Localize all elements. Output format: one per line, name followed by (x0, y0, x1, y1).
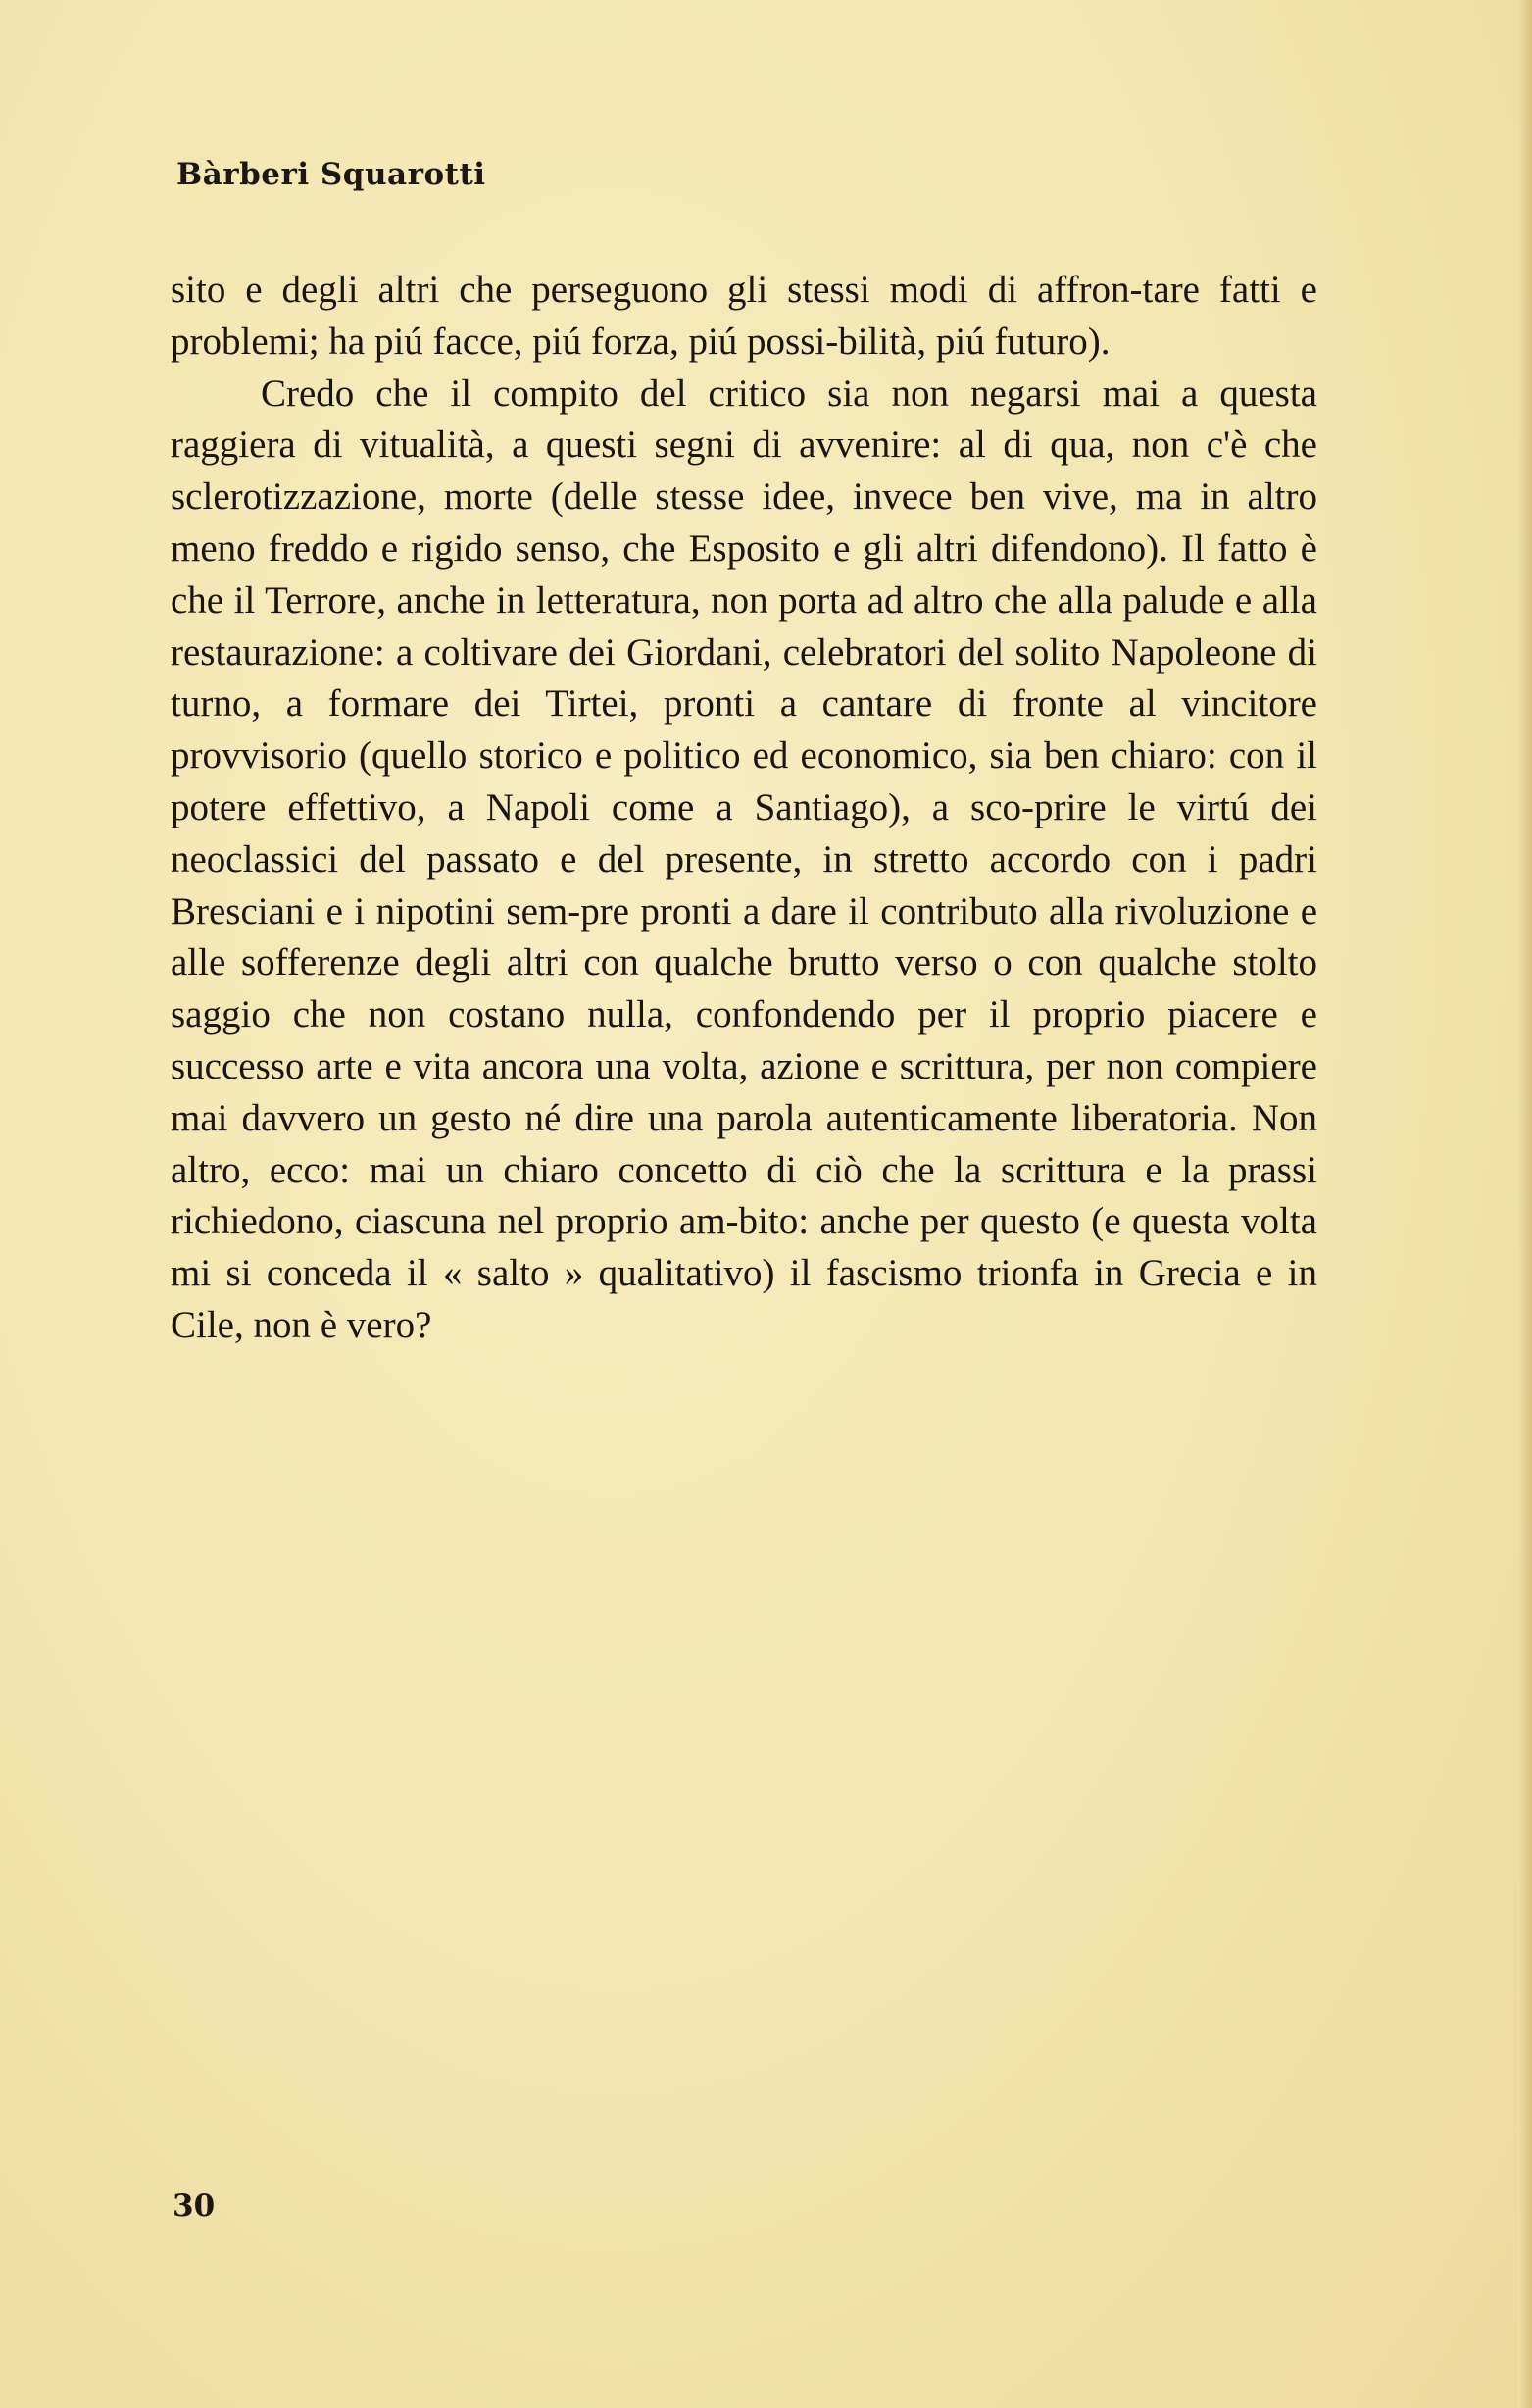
page-number: 30 (173, 2188, 216, 2224)
page-edge (1518, 0, 1532, 2408)
body-text (171, 265, 1317, 1352)
running-head: Bàrberi Squarotti (176, 157, 486, 192)
paragraph: Credo che il compito del critico sia non negarsi mai a questa raggiera di vitualità, a questi segni di avvenire: al di qua, non c'è che sclerotizzazione, morte (delle stesse idee, invece ben vive, ma in altro meno freddo e rigido senso, che Esposito e gli altri difendono). Il fatto è che il Terrore, anche in letteratura, non porta ad altro che alla palude e alla restaurazione: a coltivare dei Giordani, celebratori del solito Napoleone di turno, a formare dei Tirtei, pronti a cantare di fronte al vincitore provvisorio (quello storico e politico ed economico, sia ben chiaro: con il potere effettivo, a Napoli come a Santiago), a sco-prire le virtú dei neoclassici del passato e del presente, in stretto accordo con i padri Bresciani e i nipotini sem-pre pronti a dare il contributo alla rivoluzione e alle sofferenze degli altri con qualche brutto verso o con qualche stolto saggio che non costano nulla, confondendo per il proprio piacere e successo arte e vita ancora una volta, azione e scrittura, per non compiere mai davvero un gesto né dire una parola autenticamente liberatoria. Non altro, ecco: mai un chiaro concetto di ciò che la scrittura e la prassi richiedono, ciascuna nel proprio am-bito: anche per questo (e questa volta mi si conceda il « salto » qualitativo) il fascismo trionfa in Grecia e in Cile, non è vero? (171, 372, 1317, 1346)
paragraph-continuation: sito e degli altri che perseguono gli stessi modi di affron-tare fatti e problemi; ha piú facce, piú forza, piú possi-bilità, piú futuro). (171, 269, 1317, 363)
